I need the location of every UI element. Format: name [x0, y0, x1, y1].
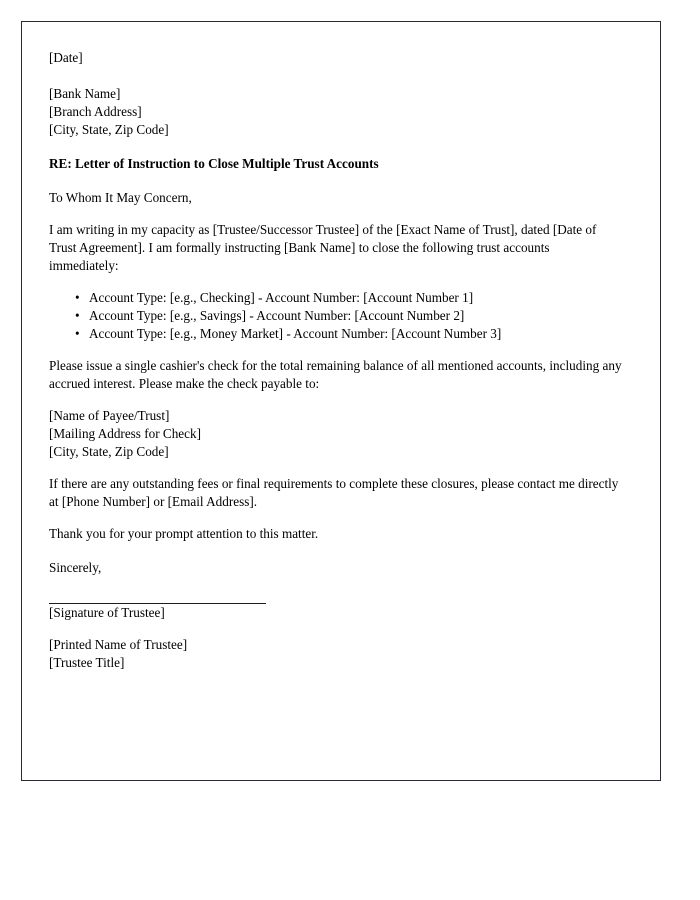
- spacer: [49, 622, 622, 636]
- recipient-address-line: [Branch Address]: [49, 104, 142, 119]
- spacer: [49, 173, 622, 189]
- recipient-address-line: [City, State, Zip Code]: [49, 122, 169, 137]
- recipient-address-block: [49, 85, 622, 139]
- opening-paragraph: I am writing in my capacity as [Trustee/Successor Trustee] of the [Exact Name of Trust], dated [Date of Trust Agreement]. I am formally instructing [Bank Name] to close the following trust accounts immediately:: [49, 222, 597, 273]
- printed-name: [Printed Name of Trustee]: [49, 637, 188, 652]
- letter-body: [49, 49, 622, 672]
- list-item: [49, 325, 622, 343]
- signature-caption: [Signature of Trustee]: [49, 605, 165, 620]
- list-item-label: Account Type: [e.g., Money Market] - Account Number: [Account Number 3]: [89, 326, 502, 341]
- list-item: [49, 307, 622, 325]
- letter-page: [21, 21, 661, 781]
- bullet-icon: •: [75, 290, 80, 305]
- spacer: [49, 461, 622, 475]
- spacer: [49, 393, 622, 407]
- trustee-title: [Trustee Title]: [49, 655, 125, 670]
- payee-address-line: [Name of Payee/Trust]: [49, 408, 170, 423]
- spacer: [49, 139, 622, 155]
- spacer: [49, 511, 622, 525]
- spacer: [49, 275, 622, 289]
- spacer: [49, 543, 622, 559]
- recipient-address-line: [Bank Name]: [49, 86, 121, 101]
- complimentary-close: Sincerely,: [49, 560, 102, 575]
- list-item-label: Account Type: [e.g., Checking] - Account Number: [Account Number 1]: [89, 290, 474, 305]
- payee-address-line: [Mailing Address for Check]: [49, 426, 201, 441]
- contact-paragraph: If there are any outstanding fees or final requirements to complete these closures, please contact me directly at [Phone Number] or [Email Address].: [49, 476, 619, 509]
- payee-address-line: [City, State, Zip Code]: [49, 444, 169, 459]
- date-placeholder: [Date]: [49, 50, 83, 65]
- check-instruction-paragraph: Please issue a single cashier's check for the total remaining balance of all mentioned accounts, including any accrued interest. Please make the check payable to:: [49, 358, 622, 391]
- spacer: [49, 67, 622, 85]
- subject-line: RE: Letter of Instruction to Close Multiple Trust Accounts: [49, 156, 379, 171]
- closing-thanks: Thank you for your prompt attention to this matter.: [49, 526, 319, 541]
- bullet-icon: •: [75, 326, 80, 341]
- bullet-icon: •: [75, 308, 80, 323]
- salutation: To Whom It May Concern,: [49, 190, 192, 205]
- list-item: [49, 289, 622, 307]
- payee-address-block: [49, 407, 622, 461]
- spacer: [49, 207, 622, 221]
- spacer: [49, 343, 622, 357]
- account-list: [49, 289, 622, 343]
- spacer: [49, 577, 622, 603]
- list-item-label: Account Type: [e.g., Savings] - Account Number: [Account Number 2]: [89, 308, 465, 323]
